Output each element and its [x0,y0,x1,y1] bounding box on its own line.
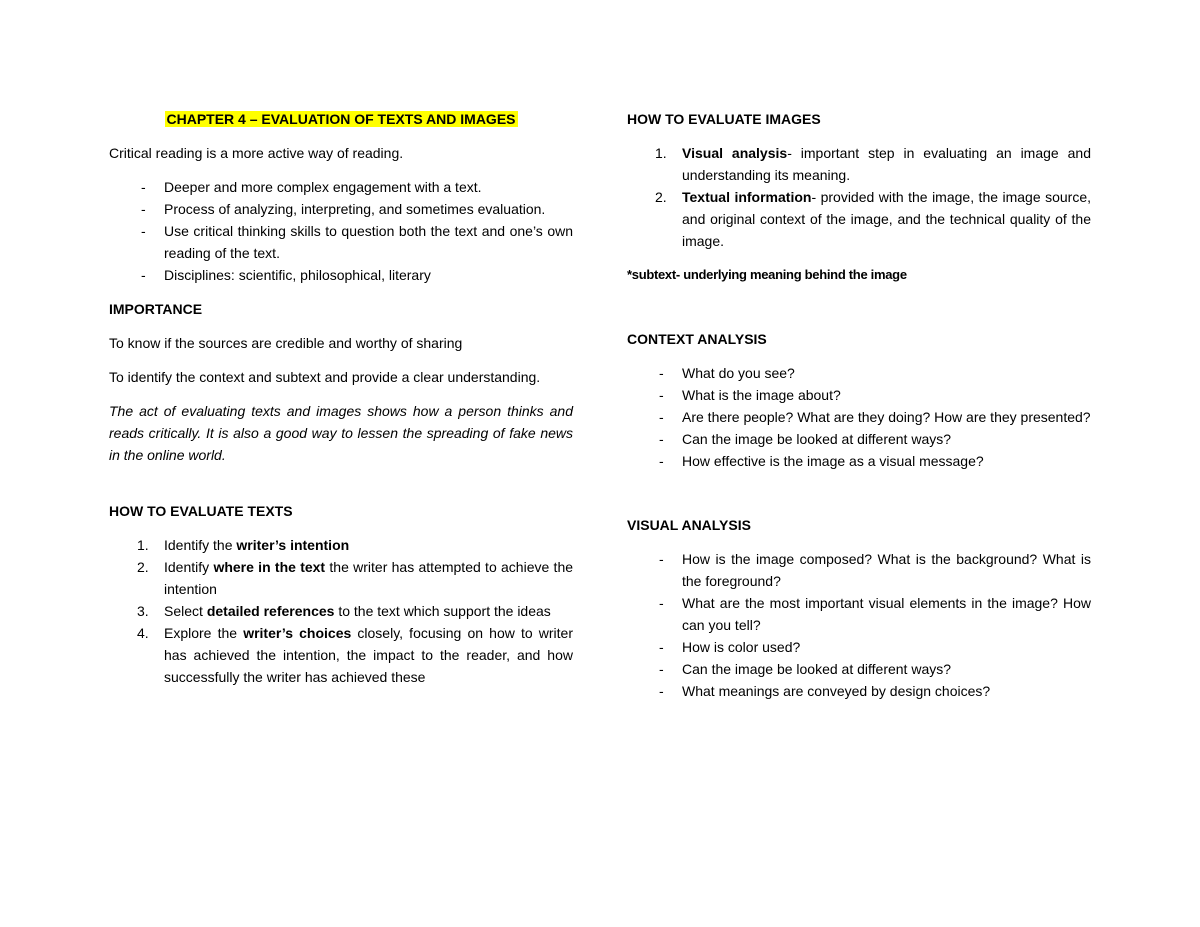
chapter-title: CHAPTER 4 – EVALUATION OF TEXTS AND IMAGES [166,111,516,127]
importance-paragraph-2: To identify the context and subtext and provide a clear understanding. [109,369,541,385]
list-item: - What are the most important visual elements in the image? How can you tell? [659,595,1091,633]
importance-heading: IMPORTANCE [109,301,203,317]
images-numbered-list [627,142,1091,252]
context-analysis-list [627,362,1091,472]
images-heading: HOW TO EVALUATE IMAGES [627,111,821,127]
list-item: - How effective is the image as a visual message? [659,453,984,469]
list-item: - Process of analyzing, interpreting, and sometimes evaluation. [141,201,546,217]
subtext-note: *subtext- underlying meaning behind the image [627,267,907,282]
spacer [627,298,1091,328]
texts-numbered-list [109,534,573,688]
right-column [627,108,1091,714]
visual-analysis-list [627,548,1091,702]
list-item: - What do you see? [659,365,795,381]
list-item: - Are there people? What are they doing? How are they presented? [659,409,1091,425]
list-item: - Deeper and more complex engagement with a text. [141,179,482,195]
intro-paragraph: Critical reading is a more active way of reading. [109,145,404,161]
list-item: 3. Select detailed references to the text which support the ideas [137,603,551,619]
list-item: - Can the image be looked at different ways? [659,431,952,447]
intro-bullet-list [109,176,573,286]
list-item: 2. Textual information- provided with the image, the image source, and original context of the image, and the technical quality of the image. [655,189,1092,249]
list-item: - What is the image about? [659,387,841,403]
list-item: - Can the image be looked at different ways? [659,661,952,677]
list-item: - What meanings are conveyed by design choices? [659,683,991,699]
list-item: 2. Identify where in the text the writer has attempted to achieve the intention [137,559,574,597]
importance-paragraph-1: To know if the sources are credible and worthy of sharing [109,335,463,351]
list-item: 1. Identify the writer’s intention [137,537,350,553]
visual-analysis-heading: VISUAL ANALYSIS [627,517,751,533]
left-column [109,108,573,700]
list-item: - How is color used? [659,639,801,655]
list-item: - Use critical thinking skills to question both the text and one’s own reading of the text. [141,223,573,261]
list-item: 4. Explore the writer’s choices closely, focusing on how to writer has achieved the intention, the impact to the reader, and how successfully the writer has achieved these [137,625,574,685]
importance-italic-note: The act of evaluating texts and images shows how a person thinks and reads critically. It is also a good way to lessen the spreading of fake news in the online world. [109,403,573,463]
spacer [627,484,1091,514]
list-item: - How is the image composed? What is the background? What is the foreground? [659,551,1091,589]
spacer [109,478,573,500]
list-item: - Disciplines: scientific, philosophical, literary [141,267,431,283]
chapter-title-wrap [109,108,573,130]
context-analysis-heading: CONTEXT ANALYSIS [627,331,767,347]
texts-heading: HOW TO EVALUATE TEXTS [109,503,293,519]
list-item: 1. Visual analysis- important step in evaluating an image and understanding its meaning. [655,145,1091,183]
